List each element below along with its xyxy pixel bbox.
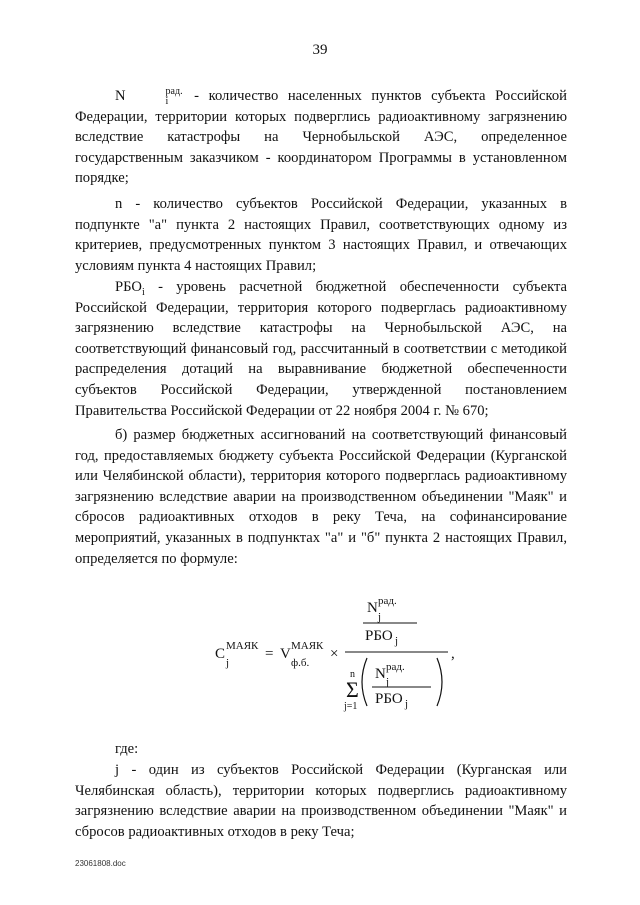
formula: [205, 584, 465, 724]
paragraph-n: [75, 194, 567, 276]
symbol-rbo-i: $РБО_i$: [115, 279, 145, 298]
formula-sum-sign: Σ: [346, 677, 359, 702]
formula-num-rbo: РБО: [365, 628, 393, 644]
formula-v-sup: МАЯК: [291, 640, 324, 652]
formula-den-n-sup: рад.: [386, 661, 405, 673]
formula-num-n-sup: рад.: [378, 595, 397, 607]
symbol-n-i: N рад. i: [115, 85, 183, 107]
formula-sum-bottom: j=1: [344, 701, 358, 712]
formula-v-sub: ф.б.: [291, 657, 310, 669]
paragraph-b-text: б) размер бюджетных ассигнований на соответствующий финансовый год, предоставляемых бюджету субъекта Российской Федерации (Курганской или Челябинской области), территория которого подверглась радиоактивному загрязнению вследствие аварии на производственном объединении "Маяк" и сбросов радиоактивных отходов в реку Теча, на софинансирование мероприятий, указанных в подпунктах "а" и "б" пункта 2 настоящих Правил, определяется по формуле:: [75, 427, 567, 567]
formula-trailing-comma: ,: [451, 646, 455, 662]
paragraph-j: [75, 760, 567, 842]
paragraph-rbo-i: [75, 277, 567, 421]
paragraph-rbo-i-text: - уровень расчетной бюджетной обеспеченности субъекта Российской Федерации, территория которого подверглась радиоактивному загрязнению вследствие катастрофы на Чернобыльской АЭС, на соответствующий финансовый год, рассчитанный в соответствии с методикой распределения дотаций на выравнивание бюджетной обеспеченности субъектов Российской Федерации, утвержденной постановлением Правительства Российской Федерации от 22 ноября 2004 г. № 670;: [75, 279, 567, 419]
formula-times: ×: [330, 646, 339, 662]
formula-den-n: N: [375, 666, 386, 682]
paragraph-where: [75, 739, 567, 760]
paragraph-where-text: где:: [115, 741, 139, 757]
paragraph-n-i-text: - количество населенных пунктов субъекта Российской Федерации, территории которых подверглись радиоактивному загрязнению вследствие катастрофы на Чернобыльской АЭС, определенное государственным заказчиком - координатором Программы в установленном порядке;: [75, 88, 567, 187]
paragraph-n-text: - количество субъектов Российской Федерации, указанных в подпункте "а" пункта 2 настоящих Правил, соответствующих одному из критериев, предусмотренных пунктом 3 настоящих Правил, и отвечающих условиям пункта 4 настоящих Правил;: [75, 196, 567, 274]
formula-v-symbol: V: [280, 646, 291, 662]
symbol-n: n: [115, 196, 123, 212]
symbol-j: j: [115, 762, 120, 778]
formula-den-rbo: РБО: [375, 691, 403, 707]
formula-num-rbo-sub: j: [395, 635, 399, 647]
page-number: 39: [312, 42, 328, 58]
formula-num-n-sub: j: [378, 611, 382, 623]
paragraph-n-i: [75, 86, 567, 189]
paragraph-b: [75, 425, 567, 569]
paragraph-j-text: - один из субъектов Российской Федерации (Курганская или Челябинская область), территории которых подверглись радиоактивному загрязнению вследствие аварии на производственном объединении "Маяк" и сбросов радиоактивных отходов в реку Теча;: [75, 762, 567, 840]
formula-c-sub: j: [226, 657, 230, 669]
footer-filename: 23061808.doc: [75, 859, 126, 868]
formula-sum-top: n: [350, 669, 355, 680]
formula-num-n: N: [367, 600, 378, 616]
formula-c-sup: МАЯК: [226, 640, 259, 652]
formula-graphic: [205, 584, 465, 724]
formula-den-n-sub: j: [386, 676, 390, 688]
formula-left-paren: [362, 658, 367, 706]
formula-right-paren: [437, 658, 442, 706]
formula-den-rbo-sub: j: [405, 698, 409, 710]
formula-equals: =: [265, 646, 274, 662]
formula-c-symbol: C: [215, 646, 226, 662]
